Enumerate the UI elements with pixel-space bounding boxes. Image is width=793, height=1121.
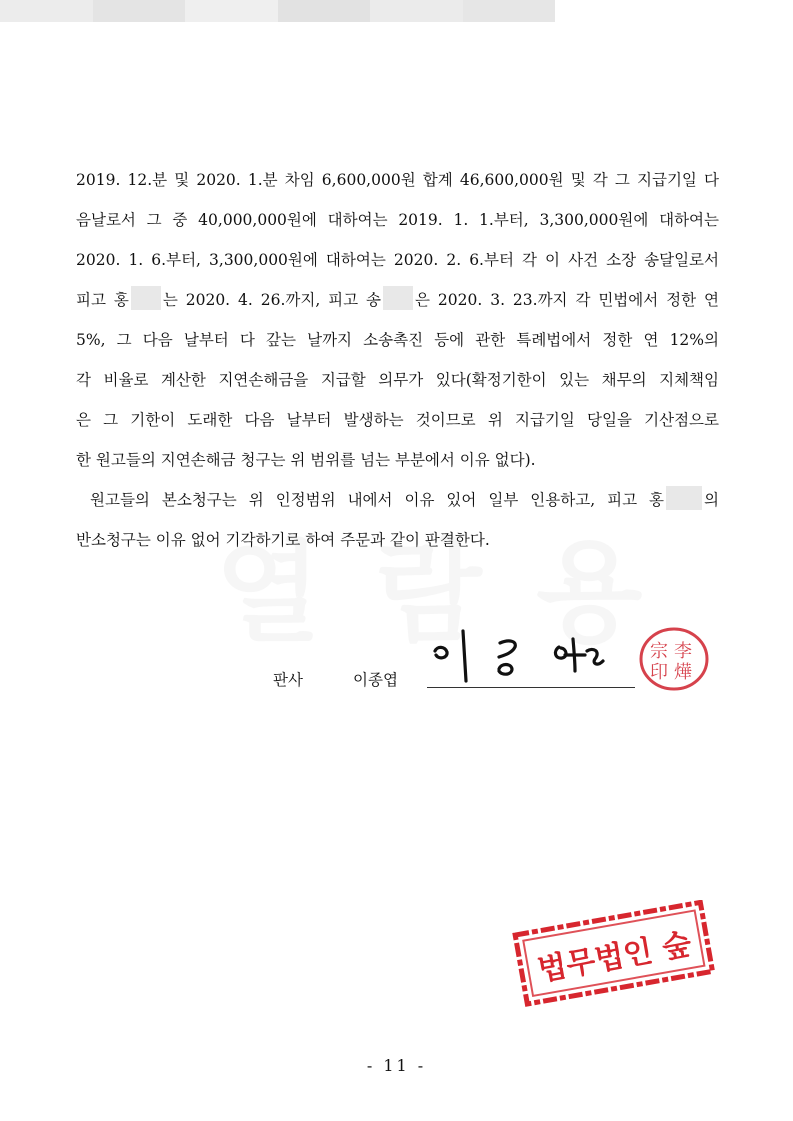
body-line: 각 비율로 계산한 지연손해금을 지급할 의무가 있다(확정기한이 있는 채무의 지체책임 (76, 371, 719, 389)
text-segment: 는 2020. 4. 26.까지, 피고 송 (162, 291, 382, 309)
text-segment: 피고 홍 (76, 291, 129, 309)
body-line: 반소청구는 이유 없어 기각하기로 하여 주문과 같이 판결한다. (76, 531, 490, 549)
handwritten-signature (425, 625, 635, 687)
law-firm-stamp (510, 900, 720, 1008)
body-line: 음날로서 그 중 40,000,000원에 대하여는 2019. 1. 1.부터, 3,300,000원에 대하여는 (76, 211, 719, 229)
text-segment: 원고들의 본소청구는 위 인정범위 내에서 이유 있어 일부 인용하고, 피고 홍 (90, 491, 665, 509)
svg-text:宗: 宗 (650, 641, 668, 662)
text-segment: 은 2020. 3. 23.까지 각 민법에서 정한 연 (415, 291, 719, 309)
top-redaction-bar (0, 0, 555, 22)
redacted-name (131, 286, 161, 310)
judge-title: 판사 (273, 671, 303, 689)
redacted-name (666, 486, 702, 510)
judge-seal (636, 626, 712, 692)
body-line-with-redactions (76, 280, 719, 320)
redacted-name (383, 286, 413, 310)
svg-text:印: 印 (650, 662, 668, 683)
judge-name: 이종엽 (353, 671, 398, 689)
body-line-with-redactions (76, 480, 719, 520)
page-number: - 11 - (366, 1056, 427, 1075)
body-line: 은 그 기한이 도래한 다음 날부터 발생하는 것이므로 위 지급기일 당일을 기산점으로 (76, 411, 719, 429)
body-line: 2019. 12.분 및 2020. 1.분 차임 6,600,000원 합계 46,600,000원 및 각 그 지급기일 다 (76, 171, 719, 189)
svg-text:법무법인 숲: 법무법인 숲 (535, 926, 695, 989)
body-line: 2020. 1. 6.부터, 3,300,000원에 대하여는 2020. 2. 6.부터 각 이 사건 소장 송달일로서 (76, 251, 719, 269)
text-segment: 의 (704, 491, 719, 509)
svg-text:李: 李 (674, 641, 692, 662)
body-line: 5%, 그 다음 날부터 다 갚는 날까지 소송촉진 등에 관한 특례법에서 정한 연 12%의 (76, 331, 719, 349)
judgment-body-text (76, 160, 719, 560)
body-line: 한 원고들의 지연손해금 청구는 위 범위를 넘는 부분에서 이유 없다). (76, 451, 536, 469)
signature-line (427, 687, 635, 688)
svg-text:燁: 燁 (674, 662, 692, 683)
